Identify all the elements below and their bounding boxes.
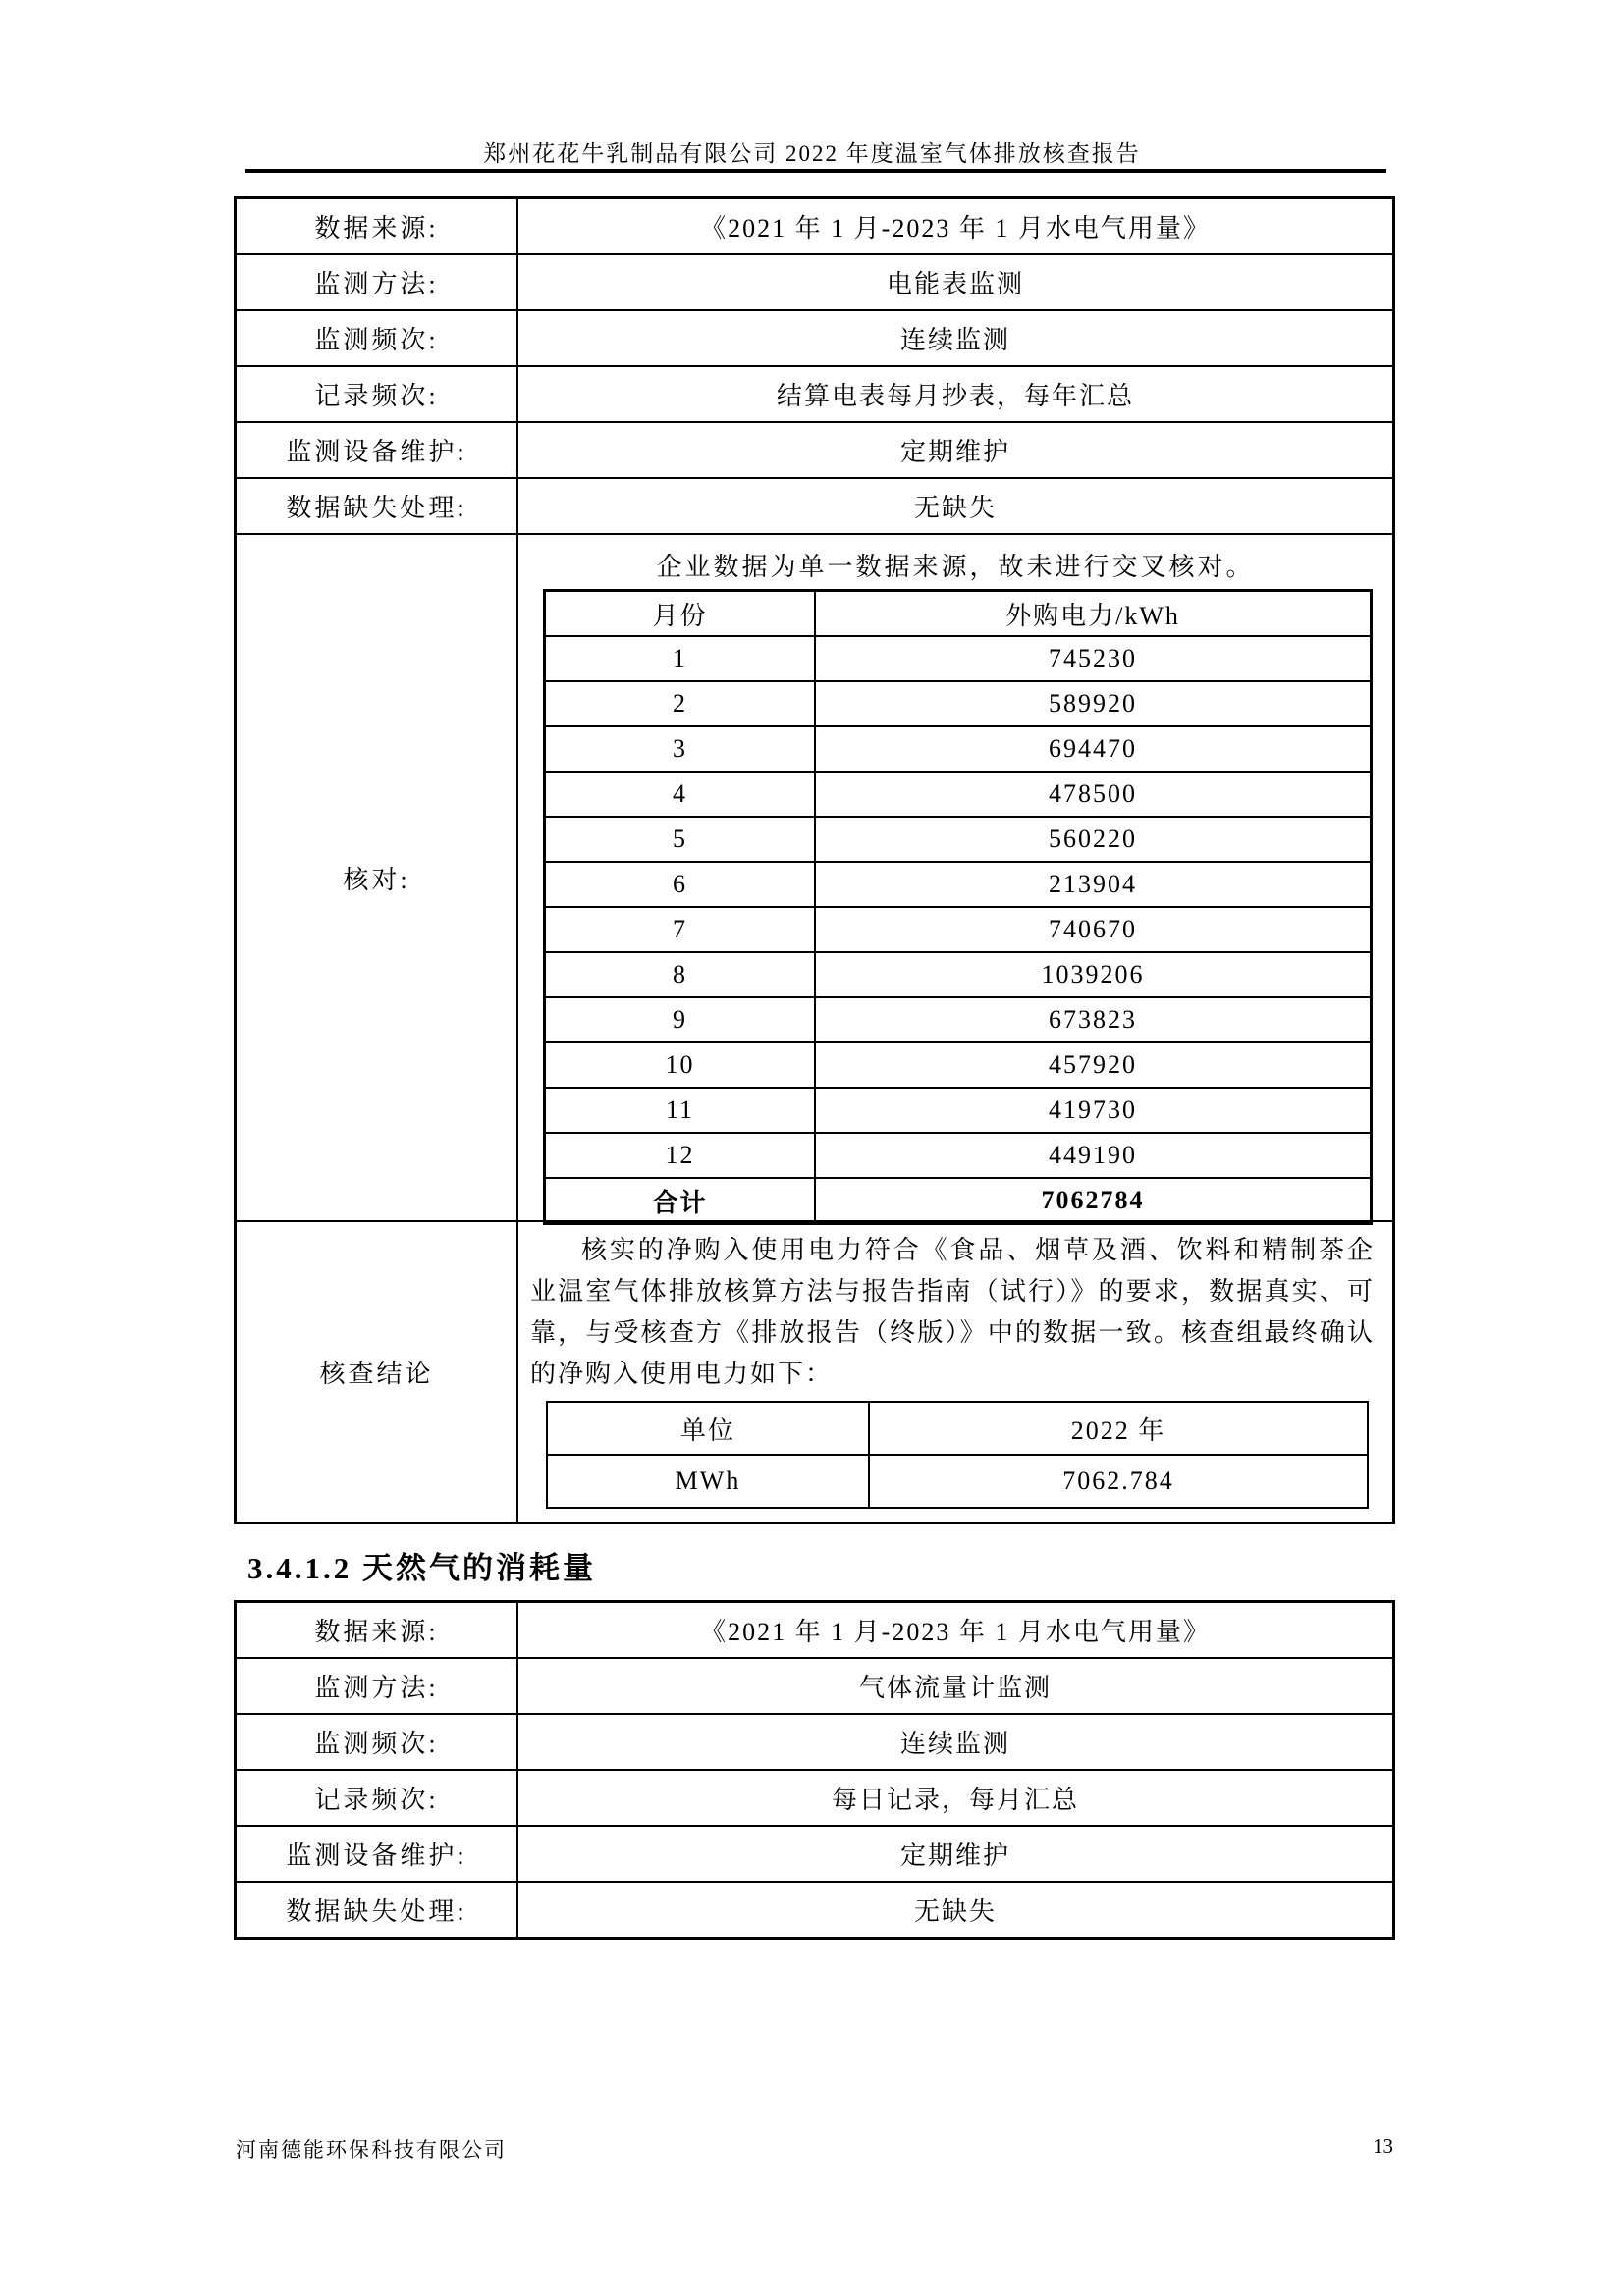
- row-value: 气体流量计监测: [858, 1674, 1052, 1702]
- conclusion-paragraph: 核实的净购入使用电力符合《食品、烟草及酒、饮料和精制茶企业温室气体排放核算方法与报告指南（试行）》的要求，数据真实、可靠，与受核查方《排放报告（终版）》中的数据一致。核查组最终确认的净购入使用电力如下：: [530, 1236, 1375, 1388]
- month-cell: 5: [545, 817, 816, 862]
- monthly-header-row: [545, 591, 1372, 637]
- table-row: [237, 477, 1392, 533]
- row-label: 监测频次:: [237, 311, 518, 365]
- monthly-row: [545, 1088, 1372, 1133]
- conclusion-row-content: [518, 1222, 1392, 1522]
- row-label: 监测频次:: [237, 1715, 518, 1769]
- month-cell: 2: [545, 681, 816, 726]
- monthly-row: [545, 907, 1372, 952]
- conclusion-row-label: 核查结论: [237, 1222, 518, 1522]
- header-rule: [245, 169, 1386, 173]
- row-label: 数据缺失处理:: [237, 479, 518, 533]
- table-row: [237, 253, 1392, 309]
- monthly-row: [545, 636, 1372, 681]
- row-label: 监测方法:: [237, 255, 518, 309]
- table-row: [237, 365, 1392, 421]
- month-cell: 4: [545, 772, 816, 817]
- table-row: [237, 1881, 1392, 1937]
- table-row: [237, 421, 1392, 477]
- row-label: 数据缺失处理:: [237, 1883, 518, 1937]
- monthly-row: [545, 1042, 1372, 1088]
- table-row: [237, 1603, 1392, 1657]
- summary-table: [546, 1401, 1369, 1509]
- row-value: 无缺失: [913, 1897, 997, 1926]
- row-value: 《2021 年 1 月-2023 年 1 月水电气用量》: [700, 214, 1211, 242]
- kwh-cell: 213904: [815, 862, 1372, 907]
- check-note: 企业数据为单一数据来源，故未进行交叉核对。: [656, 553, 1255, 581]
- footer-company-name: 河南德能环保科技有限公司: [236, 2138, 507, 2162]
- conclusion-row: [237, 1220, 1392, 1522]
- month-column-header: 月份: [545, 591, 816, 637]
- month-cell: 12: [545, 1133, 816, 1178]
- month-cell: 6: [545, 862, 816, 907]
- monthly-total-row: [545, 1178, 1372, 1224]
- table-row: [237, 309, 1392, 365]
- kwh-cell: 740670: [815, 907, 1372, 952]
- row-label: 监测方法:: [237, 1659, 518, 1713]
- kwh-cell: 673823: [815, 997, 1372, 1042]
- row-value: 定期维护: [899, 1842, 1010, 1870]
- electricity-table: [234, 196, 1395, 1524]
- table-row: [237, 1769, 1392, 1825]
- row-value: 每日记录，每月汇总: [831, 1786, 1079, 1814]
- year-value-cell: 7062.784: [869, 1455, 1368, 1508]
- table-row: [237, 1825, 1392, 1881]
- row-label: 数据来源:: [237, 1603, 518, 1657]
- unit-value-cell: MWh: [547, 1455, 869, 1508]
- month-cell: 7: [545, 907, 816, 952]
- footer-page-number: 13: [1373, 2134, 1393, 2158]
- kwh-cell: 745230: [815, 636, 1372, 681]
- table-row: [237, 1657, 1392, 1713]
- summary-value-row: [547, 1455, 1368, 1508]
- month-cell: 11: [545, 1088, 816, 1133]
- row-value: 连续监测: [899, 1730, 1010, 1758]
- table-row: [237, 1713, 1392, 1769]
- section-heading: 3.4.1.2 天然气的消耗量: [247, 1551, 596, 1585]
- monthly-row: [545, 1133, 1372, 1178]
- kwh-cell: 478500: [815, 772, 1372, 817]
- kwh-column-header: 外购电力/kWh: [815, 591, 1372, 637]
- summary-header-row: [547, 1402, 1368, 1455]
- row-value: 《2021 年 1 月-2023 年 1 月水电气用量》: [700, 1618, 1211, 1646]
- row-value: 结算电表每月抄表，每年汇总: [776, 382, 1134, 410]
- monthly-row: [545, 862, 1372, 907]
- monthly-row: [545, 817, 1372, 862]
- monthly-row: [545, 772, 1372, 817]
- unit-header-cell: 单位: [547, 1402, 869, 1455]
- month-cell: 1: [545, 636, 816, 681]
- kwh-cell: 560220: [815, 817, 1372, 862]
- row-label: 记录频次:: [237, 1771, 518, 1825]
- kwh-cell: 449190: [815, 1133, 1372, 1178]
- row-value: 定期维护: [899, 438, 1010, 466]
- year-header-cell: 2022 年: [869, 1402, 1368, 1455]
- month-cell: 3: [545, 726, 816, 772]
- total-value-cell: 7062784: [815, 1178, 1372, 1224]
- monthly-row: [545, 952, 1372, 997]
- monthly-electricity-table: [543, 589, 1373, 1225]
- kwh-cell: 589920: [815, 681, 1372, 726]
- row-label: 记录频次:: [237, 367, 518, 421]
- row-value: 电能表监测: [886, 270, 1024, 298]
- monthly-row: [545, 997, 1372, 1042]
- total-label-cell: 合计: [545, 1178, 816, 1224]
- monthly-row: [545, 726, 1372, 772]
- kwh-cell: 457920: [815, 1042, 1372, 1088]
- kwh-cell: 419730: [815, 1088, 1372, 1133]
- row-label: 监测设备维护:: [237, 423, 518, 477]
- check-row: [237, 533, 1392, 1220]
- check-row-label: 核对:: [237, 535, 518, 1220]
- kwh-cell: 1039206: [815, 952, 1372, 997]
- month-cell: 10: [545, 1042, 816, 1088]
- month-cell: 8: [545, 952, 816, 997]
- natural-gas-table: [234, 1600, 1395, 1940]
- row-label: 监测设备维护:: [237, 1827, 518, 1881]
- month-cell: 9: [545, 997, 816, 1042]
- monthly-row: [545, 681, 1372, 726]
- row-value: 连续监测: [899, 326, 1010, 354]
- table-row: [237, 199, 1392, 253]
- row-label: 数据来源:: [237, 199, 518, 253]
- row-value: 无缺失: [913, 494, 997, 522]
- page-header-title: 郑州花花牛乳制品有限公司 2022 年度温室气体排放核查报告: [483, 141, 1141, 166]
- check-row-content: [518, 535, 1392, 1220]
- kwh-cell: 694470: [815, 726, 1372, 772]
